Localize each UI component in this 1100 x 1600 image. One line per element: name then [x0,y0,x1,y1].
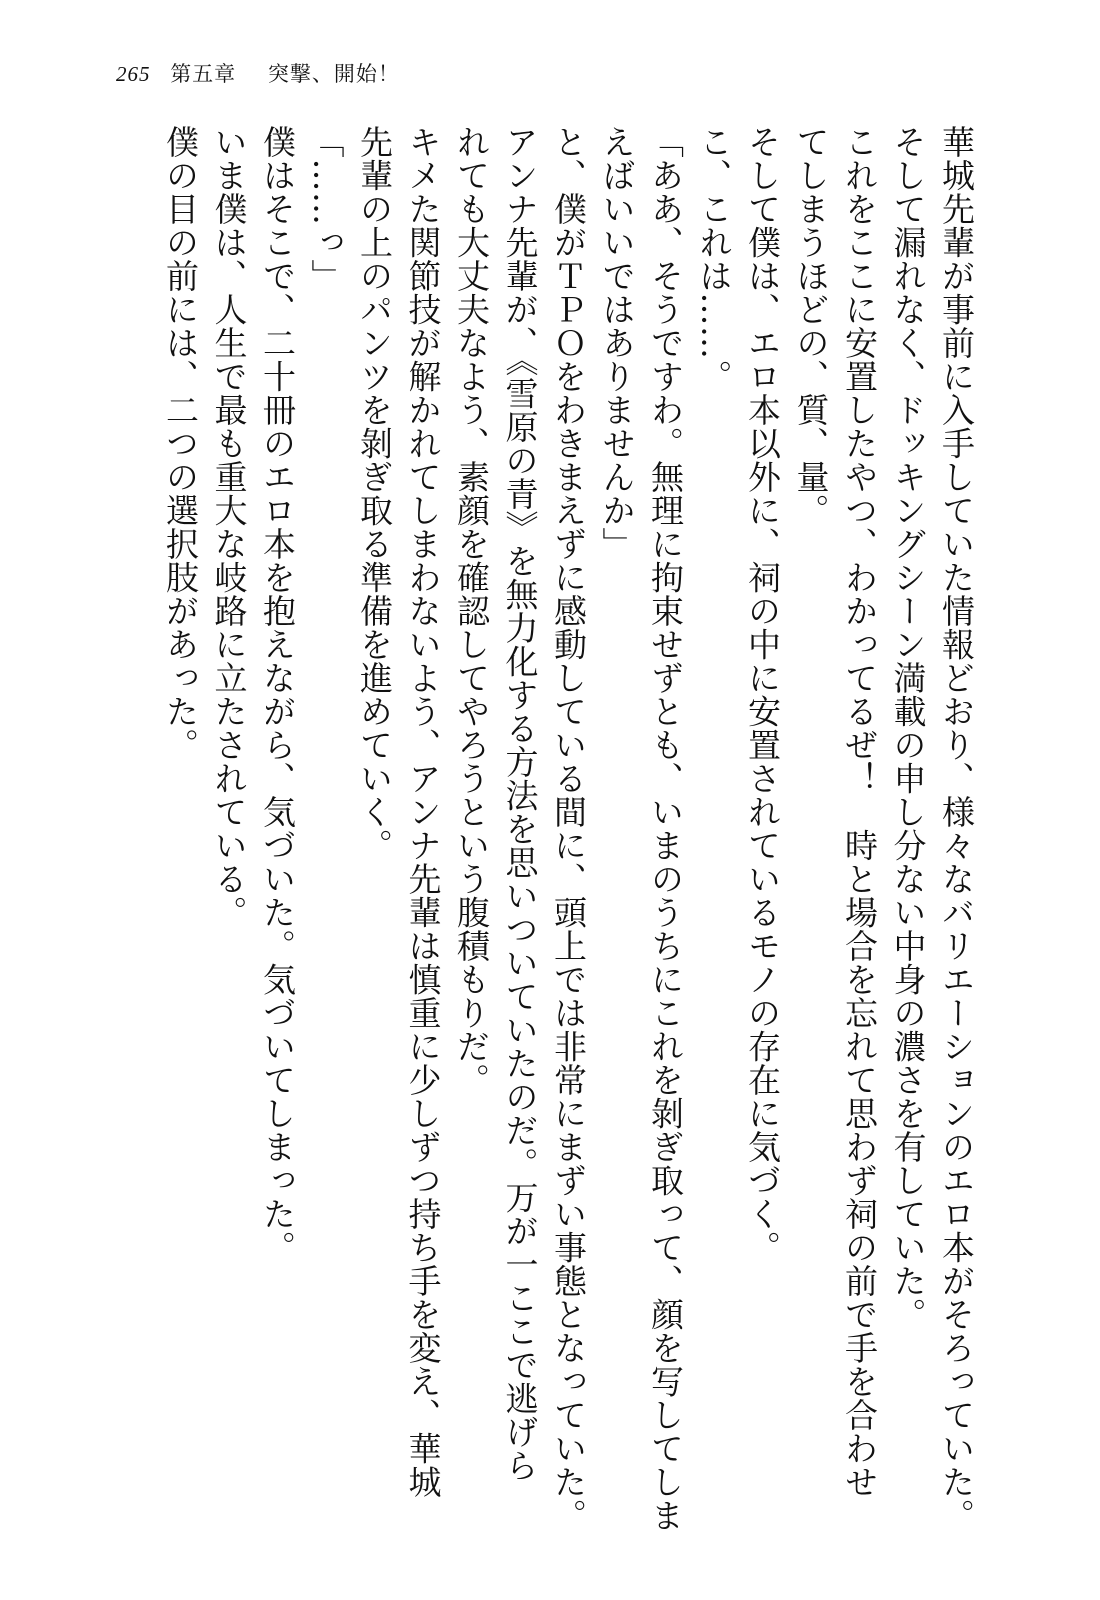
text-column: キメた関節技が解かれてしまわないよう、アンナ先輩は慎重に少しずつ持ち手を変え、華城 [403,125,443,1499]
text-column: れても大丈夫なよう、素顔を確認してやろうという腹積もりだ。 [452,125,491,1097]
chapter-title: 突撃、開始！ [267,62,400,86]
text-column: 「……っ」 [306,125,346,293]
text-column: 僕の目の前には、二つの選択肢があった。 [161,125,200,762]
page-number: 265 [116,62,151,86]
running-header [116,60,400,88]
text-column: そして僕は、エロ本以外に、祠の中に安置されているモノの存在に気づく。 [743,125,782,1264]
text-column: と、僕がＴＰＯをわきまえずに感動している間に、頭上では非常にまずい事態となっていた。 [549,125,588,1532]
chapter-label: 第五章 [170,62,237,86]
text-column: 「ああ、そうですわ。無理に拘束せずとも、いまのうちにこれを剝ぎ取って、顔を写してしま [646,125,685,1532]
text-column: そして漏れなく、ドッキングシーン満載の申し分ない中身の濃さを有していた。 [888,125,928,1331]
text-column: 華城先輩が事前に入手していた情報どおり、様々なバリエーションのエロ本がそろっていた。 [937,125,976,1532]
text-column: アンナ先輩が、《雪原の青》を無力化する方法を思いついていたのだ。万が一ここで逃げら [500,125,540,1482]
text-column: こ、これは……。 [694,125,734,393]
vertical-body-text [100,125,980,1565]
text-column: 僕はそこで、二十冊のエロ本を抱えながら、気づいた。気づいてしまった。 [258,125,297,1264]
text-column: これをここに安置したやつ、わかってるぜ！ 時と場合を忘れて思わず祠の前で手を合わせ [840,125,879,1499]
text-column: いま僕は、人生で最も重大な岐路に立たされている。 [209,125,249,929]
text-column: てしまうほどの、質、量。 [791,125,831,527]
text-column: 先輩の上のパンツを剝ぎ取る準備を進めていく。 [355,125,394,862]
text-column: えばいいではありませんか」 [597,125,637,561]
